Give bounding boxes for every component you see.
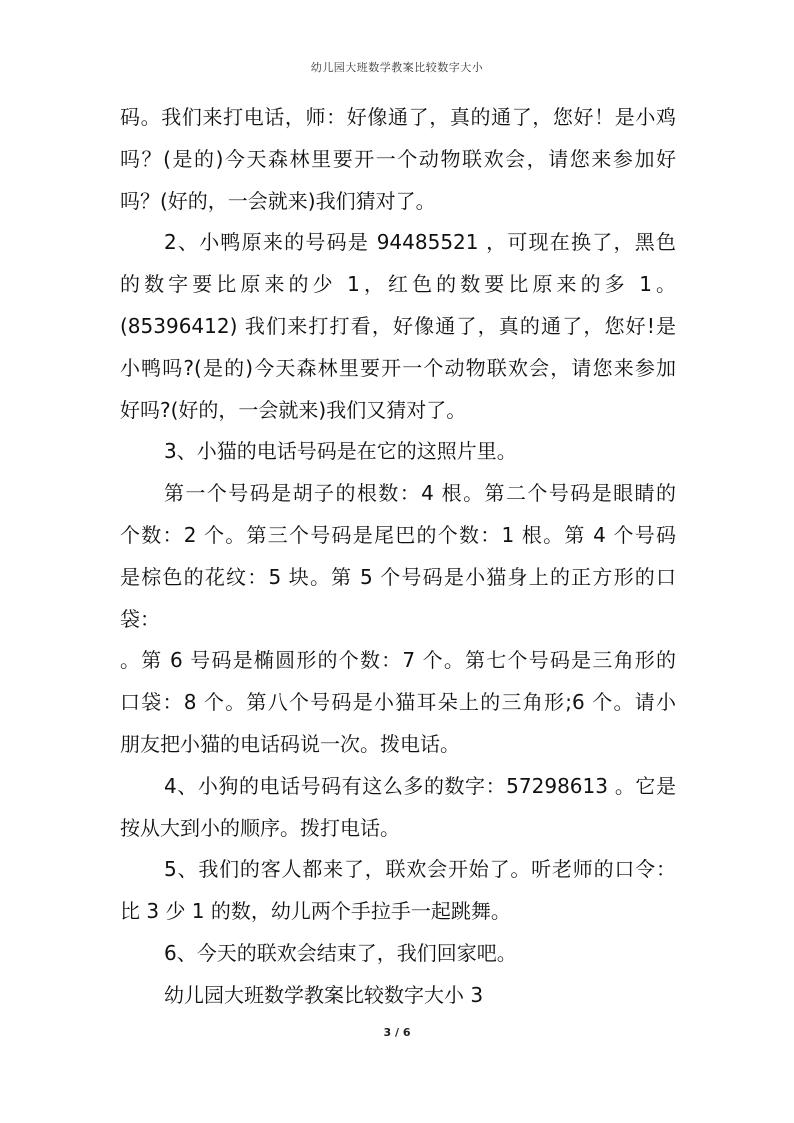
page-header: 幼儿园大班数学教案比较数字大小 xyxy=(310,61,484,74)
paragraph-line: 5、我们的客人都来了，联欢会开始了。听老师的口令： xyxy=(164,857,676,882)
paragraph-line: 4、小狗的电话号码有这么多的数字：57298613 。它是 xyxy=(164,773,676,798)
paragraph-line: 。第 6 号码是椭圆形的个数：7 个。第七个号码是三角形的 xyxy=(120,648,676,673)
paragraph-line: 第一个号码是胡子的根数：4 根。第二个号码是眼睛的 xyxy=(164,481,676,506)
paragraph-line: 口袋：8 个。第八个号码是小猫耳朵上的三角形;6 个。请小 xyxy=(120,690,676,715)
section-heading: 幼儿园大班数学教案比较数字大小 3 xyxy=(164,982,484,1007)
paragraph-line: 吗？(是的)今天森林里要开一个动物联欢会，请您来参加好 xyxy=(120,146,676,171)
paragraph-line: 3、小猫的电话号码是在它的这照片里。 xyxy=(164,439,517,464)
paragraph-line: 2、小鸭原来的号码是 94485521 ，可现在换了，黑色 xyxy=(164,230,676,255)
paragraph-line: 按从大到小的顺序。拨打电话。 xyxy=(120,815,400,840)
paragraph-line: 吗？(好的，一会就来)我们猜对了。 xyxy=(120,188,436,213)
paragraph-line: 的数字要比原来的少 1，红色的数要比原来的多 1。 xyxy=(120,272,676,297)
paragraph-line: 小鸭吗?(是的)今天森林里要开一个动物联欢会，请您来参加 xyxy=(120,355,676,380)
page-number: 3 / 6 xyxy=(383,1026,411,1039)
paragraph-line: 袋： xyxy=(120,606,160,631)
paragraph-line: 是棕色的花纹：5 块。第 5 个号码是小猫身上的正方形的口 xyxy=(120,564,676,589)
paragraph-line: 个数：2 个。第三个号码是尾巴的个数：1 根。第 4 个号码 xyxy=(120,522,676,547)
paragraph-line: 好吗?(好的，一会就来)我们又猜对了。 xyxy=(120,397,467,422)
paragraph-line: 码。我们来打电话，师：好像通了，真的通了，您好！是小鸡 xyxy=(120,105,676,129)
paragraph-line: 朋友把小猫的电话码说一次。拨电话。 xyxy=(120,731,460,756)
paragraph-line: (85396412) 我们来打打看，好像通了，真的通了，您好!是 xyxy=(120,313,676,338)
document-body xyxy=(120,97,676,1017)
paragraph-line: 比 3 少 1 的数，幼儿两个手拉手一起跳舞。 xyxy=(120,899,511,924)
paragraph-line: 6、今天的联欢会结束了，我们回家吧。 xyxy=(164,940,517,965)
